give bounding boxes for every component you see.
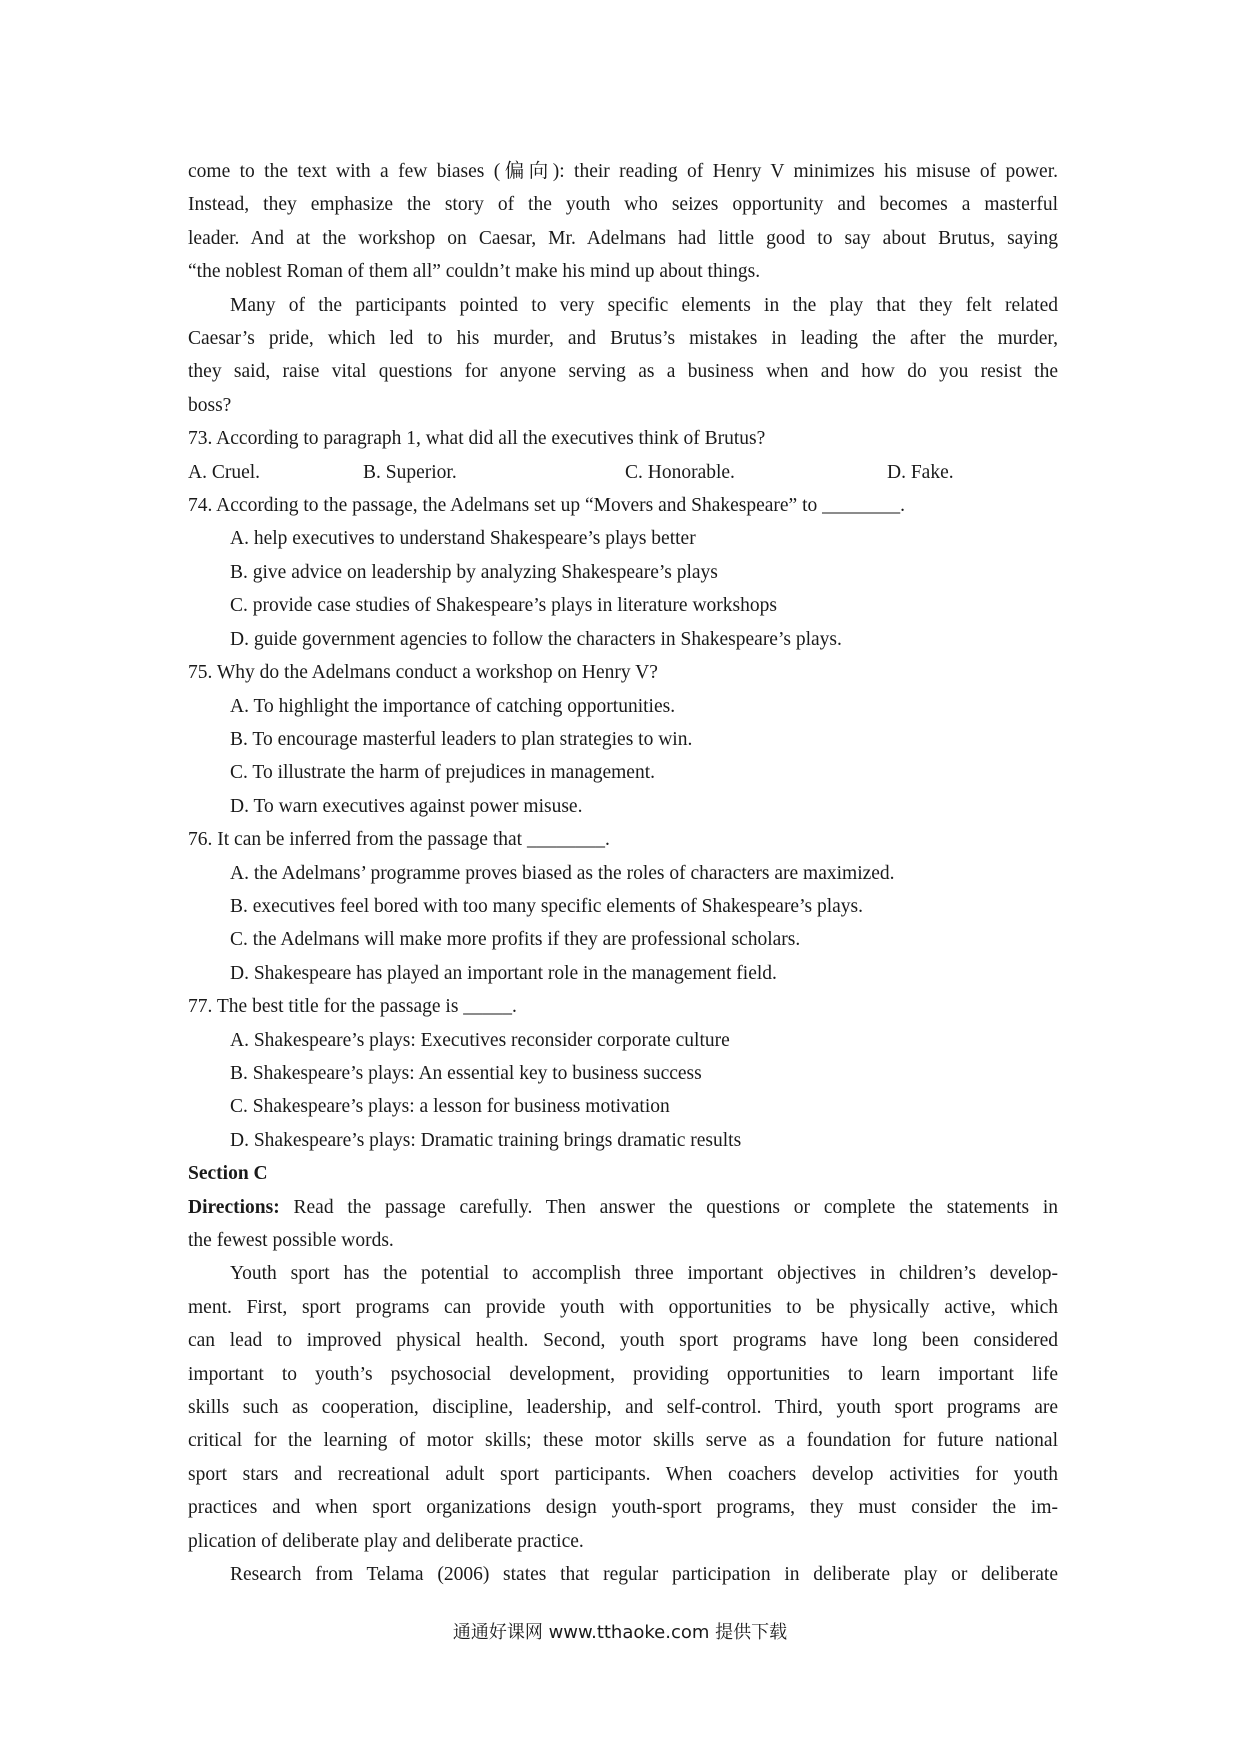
question-74-stem: 74. According to the passage, the Adelmans set up “Movers and Shakespeare” to ________. [188,495,905,517]
option-c: C. Shakespeare’s plays: a lesson for business motivation [230,1096,670,1118]
question-76-stem: 76. It can be inferred from the passage that ________. [188,829,610,851]
question-77-stem: 77. The best title for the passage is _____. [188,996,517,1018]
question-75-stem: 75. Why do the Adelmans conduct a workshop on Henry V? [188,662,658,684]
paragraph-line: Many of the participants pointed to very specific elements in the play that they felt related [230,294,1058,316]
passage-line: leader. And at the workshop on Caesar, Mr. Adelmans had little good to say about Brutus, saying [188,227,1058,249]
paragraph-line: skills such as cooperation, discipline, leadership, and self-control. Third, youth sport programs are [188,1397,1058,1419]
option-c: C. Honorable. [625,461,735,483]
option-a: A. To highlight the importance of catching opportunities. [230,695,676,717]
option-d: D. guide government agencies to follow the characters in Shakespeare’s plays. [230,628,842,650]
option-b: B. executives feel bored with too many specific elements of Shakespeare’s plays. [230,895,864,917]
directions-label: Directions: [188,1196,280,1218]
passage-line: come to the text with a few biases (偏向): their reading of Henry V minimizes his misuse of power. [188,161,1058,182]
option-b: B. Shakespeare’s plays: An essential key to business success [230,1062,702,1084]
option-a: A. the Adelmans’ programme proves biased as the roles of characters are maximized. [230,862,895,884]
paragraph-line: they said, raise vital questions for anyone serving as a business when and how do you resist the [188,361,1058,383]
question-73-options [188,456,1058,489]
paragraph-line: Youth sport has the potential to accomplish three important objectives in children’s develop- [230,1263,1058,1285]
paragraph-line: Caesar’s pride, which led to his murder, and Brutus’s mistakes in leading the after the murder, [188,328,1058,350]
paragraph-line: practices and when sport organizations design youth-sport programs, they must consider the im- [188,1497,1058,1519]
paragraph-line: Research from Telama (2006) states that regular participation in deliberate play or deliberate [230,1564,1058,1586]
option-c: C. the Adelmans will make more profits if they are professional scholars. [230,929,801,951]
option-d: D. To warn executives against power misuse. [230,795,583,817]
question-73-stem: 73. According to paragraph 1, what did all the executives think of Brutus? [188,428,766,450]
option-d: D. Shakespeare has played an important role in the management field. [230,962,777,984]
option-a: A. Cruel. [188,461,261,483]
option-b: B. To encourage masterful leaders to plan strategies to win. [230,728,693,750]
option-a: A. help executives to understand Shakespeare’s plays better [230,528,696,550]
paragraph-line: important to youth’s psychosocial development, providing opportunities to learn important life [188,1363,1058,1385]
passage-line: Instead, they emphasize the story of the youth who seizes opportunity and becomes a masterful [188,194,1058,216]
directions-line: the fewest possible words. [188,1230,394,1251]
document-page [188,155,1058,1591]
page-footer: 通通好课网 www.tthaoke.com 提供下载 [452,1622,788,1643]
option-c: C. provide case studies of Shakespeare’s plays in literature workshops [230,595,777,617]
directions-text: Read the passage carefully. Then answer the questions or complete the statements in [279,1196,1058,1218]
paragraph-line: can lead to improved physical health. Second, youth sport programs have long been considered [188,1330,1058,1352]
option-d: D. Shakespeare’s plays: Dramatic training brings dramatic results [230,1129,742,1151]
paragraph-line: plication of deliberate play and deliberate practice. [188,1530,584,1552]
paragraph-line: boss? [188,394,232,416]
passage-line: “the noblest Roman of them all” couldn’t make his mind up about things. [188,261,761,283]
paragraph-line: ment. First, sport programs can provide youth with opportunities to be physically active, which [188,1296,1058,1318]
option-c: C. To illustrate the harm of prejudices in management. [230,762,655,784]
directions-line [188,1191,1058,1224]
option-a: A. Shakespeare’s plays: Executives reconsider corporate culture [230,1029,730,1051]
option-b: B. give advice on leadership by analyzing Shakespeare’s plays [230,561,718,583]
option-b: B. Superior. [363,461,457,483]
paragraph-line: sport stars and recreational adult sport participants. When coachers develop activities for youth [188,1463,1058,1485]
paragraph-line: critical for the learning of motor skills; these motor skills serve as a foundation for future national [188,1430,1058,1452]
section-heading: Section C [188,1163,268,1185]
option-d: D. Fake. [887,461,954,483]
